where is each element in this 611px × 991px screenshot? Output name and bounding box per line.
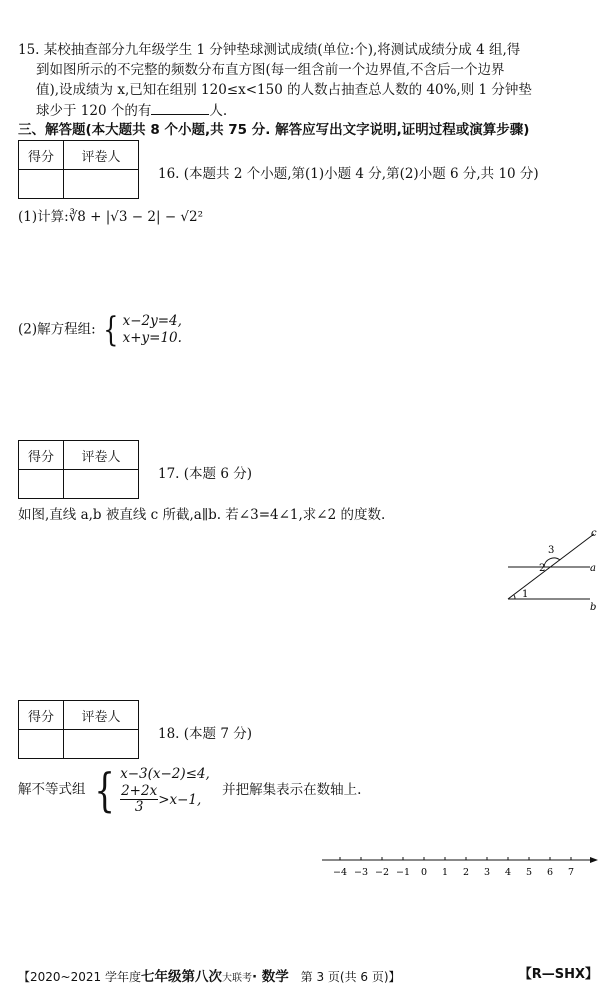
score-cell[interactable] <box>19 730 64 759</box>
number-line-tick-label: −4 <box>332 867 348 878</box>
number-line-tick-label: −2 <box>374 867 390 878</box>
label-a: a <box>590 563 596 574</box>
score-cell[interactable] <box>19 470 64 499</box>
footer-grade: 七年级第八次 <box>140 969 222 985</box>
footer-page: 第 3 页(共 6 页)】 <box>300 970 401 984</box>
number-line <box>318 852 600 880</box>
number-line-tick-label: 0 <box>420 867 428 878</box>
footer-code: 【R—SHX】 <box>518 967 598 982</box>
number-line-tick-label: −1 <box>395 867 411 878</box>
number-line-tick-label: 4 <box>504 867 512 878</box>
q18-ineq2-rest: >x−1, <box>158 791 202 808</box>
score-label: 得分 <box>19 441 64 470</box>
brace-icon: { <box>94 762 115 817</box>
number-line-tick-label: 7 <box>567 867 575 878</box>
brace-icon: { <box>103 310 119 350</box>
grader-label: 评卷人 <box>64 441 139 470</box>
score-label: 得分 <box>19 701 64 730</box>
number-line-tick-label: 1 <box>441 867 449 878</box>
q16-part1-expr: ∛8 + |√3 − 2| − √2² <box>68 209 204 225</box>
grader-label: 评卷人 <box>64 141 139 170</box>
label-c: c <box>591 528 597 539</box>
q17-header: 17. (本题 6 分) <box>158 466 252 482</box>
arrow-right-icon <box>590 857 598 863</box>
q18-tail: 并把解集表示在数轴上. <box>222 781 362 798</box>
q16-eq1: x−2y=4, <box>122 313 182 329</box>
page-footer <box>18 965 598 985</box>
q16-equation-system <box>100 310 182 350</box>
label-angle-1: 1 <box>522 589 529 600</box>
q17-text: 如图,直线 a,b 被直线 c 所截,a∥b. 若∠3=4∠1,求∠2 的度数. <box>18 507 386 523</box>
label-angle-2: 2 <box>539 563 546 574</box>
q16-part1-label: (1)计算: <box>18 209 69 225</box>
score-label: 得分 <box>19 141 64 170</box>
label-b: b <box>590 602 597 613</box>
q18-header: 18. (本题 7 分) <box>158 726 252 742</box>
q18-frac-den: 3 <box>134 799 144 815</box>
q16-part2-label: (2)解方程组: <box>18 321 96 338</box>
footer-subject: · 数学 <box>251 969 289 985</box>
footer-exam: 大联考 <box>221 973 252 984</box>
q18-body <box>18 764 361 815</box>
q15-line4-before: 球少于 120 个的有 <box>36 103 152 119</box>
q18-fraction <box>120 784 158 815</box>
score-table-18 <box>18 700 139 759</box>
number-line-tick-label: 2 <box>462 867 470 878</box>
q16-eq2: x+y=10. <box>122 330 182 346</box>
footer-left: 【2020~2021 学年度 <box>18 970 141 984</box>
q15-line2: 到如图所示的不完整的频数分布直方图(每一组含前一个边界值,不含后一个边界 <box>36 62 505 78</box>
score-table-16 <box>18 140 139 199</box>
number-line-tick-label: −3 <box>353 867 369 878</box>
grader-cell[interactable] <box>64 470 139 499</box>
number-line-tick-label: 5 <box>525 867 533 878</box>
grader-cell[interactable] <box>64 730 139 759</box>
q18-frac-num: 2+2x <box>121 783 158 799</box>
q16-header: 16. (本题共 2 个小题,第(1)小题 4 分,第(2)小题 6 分,共 10 分) <box>158 166 539 182</box>
parallel-lines-figure <box>498 526 602 614</box>
q15-line3: 值),设成绩为 x,已知在组别 120≤x<150 的人数占抽查总人数的 40%,则 1 分钟垫 <box>36 82 532 98</box>
angle-1-arc <box>514 595 515 599</box>
q15-line4-after: 人. <box>209 103 228 119</box>
q15-answer-blank[interactable] <box>151 100 209 115</box>
q16-part2 <box>18 310 182 350</box>
q18-inequality-system <box>90 764 210 815</box>
number-line-tick-label: 6 <box>546 867 554 878</box>
q18-ineq1: x−3(x−2)≤4, <box>120 766 210 782</box>
q15-line1: 15. 某校抽查部分九年级学生 1 分钟垫球测试成绩(单位:个),将测试成绩分成 4 组,得 <box>18 42 521 58</box>
grader-label: 评卷人 <box>64 701 139 730</box>
grader-cell[interactable] <box>64 170 139 199</box>
number-line-tick-label: 3 <box>483 867 491 878</box>
question-15 <box>18 40 598 121</box>
section-3-header: 三、解答题(本大题共 8 个小题,共 75 分. 解答应写出文字说明,证明过程或演算步骤) <box>18 122 530 138</box>
label-angle-3: 3 <box>548 545 555 556</box>
q16-part1 <box>18 208 203 226</box>
q18-label: 解不等式组 <box>18 781 86 798</box>
score-table-17 <box>18 440 139 499</box>
score-cell[interactable] <box>19 170 64 199</box>
